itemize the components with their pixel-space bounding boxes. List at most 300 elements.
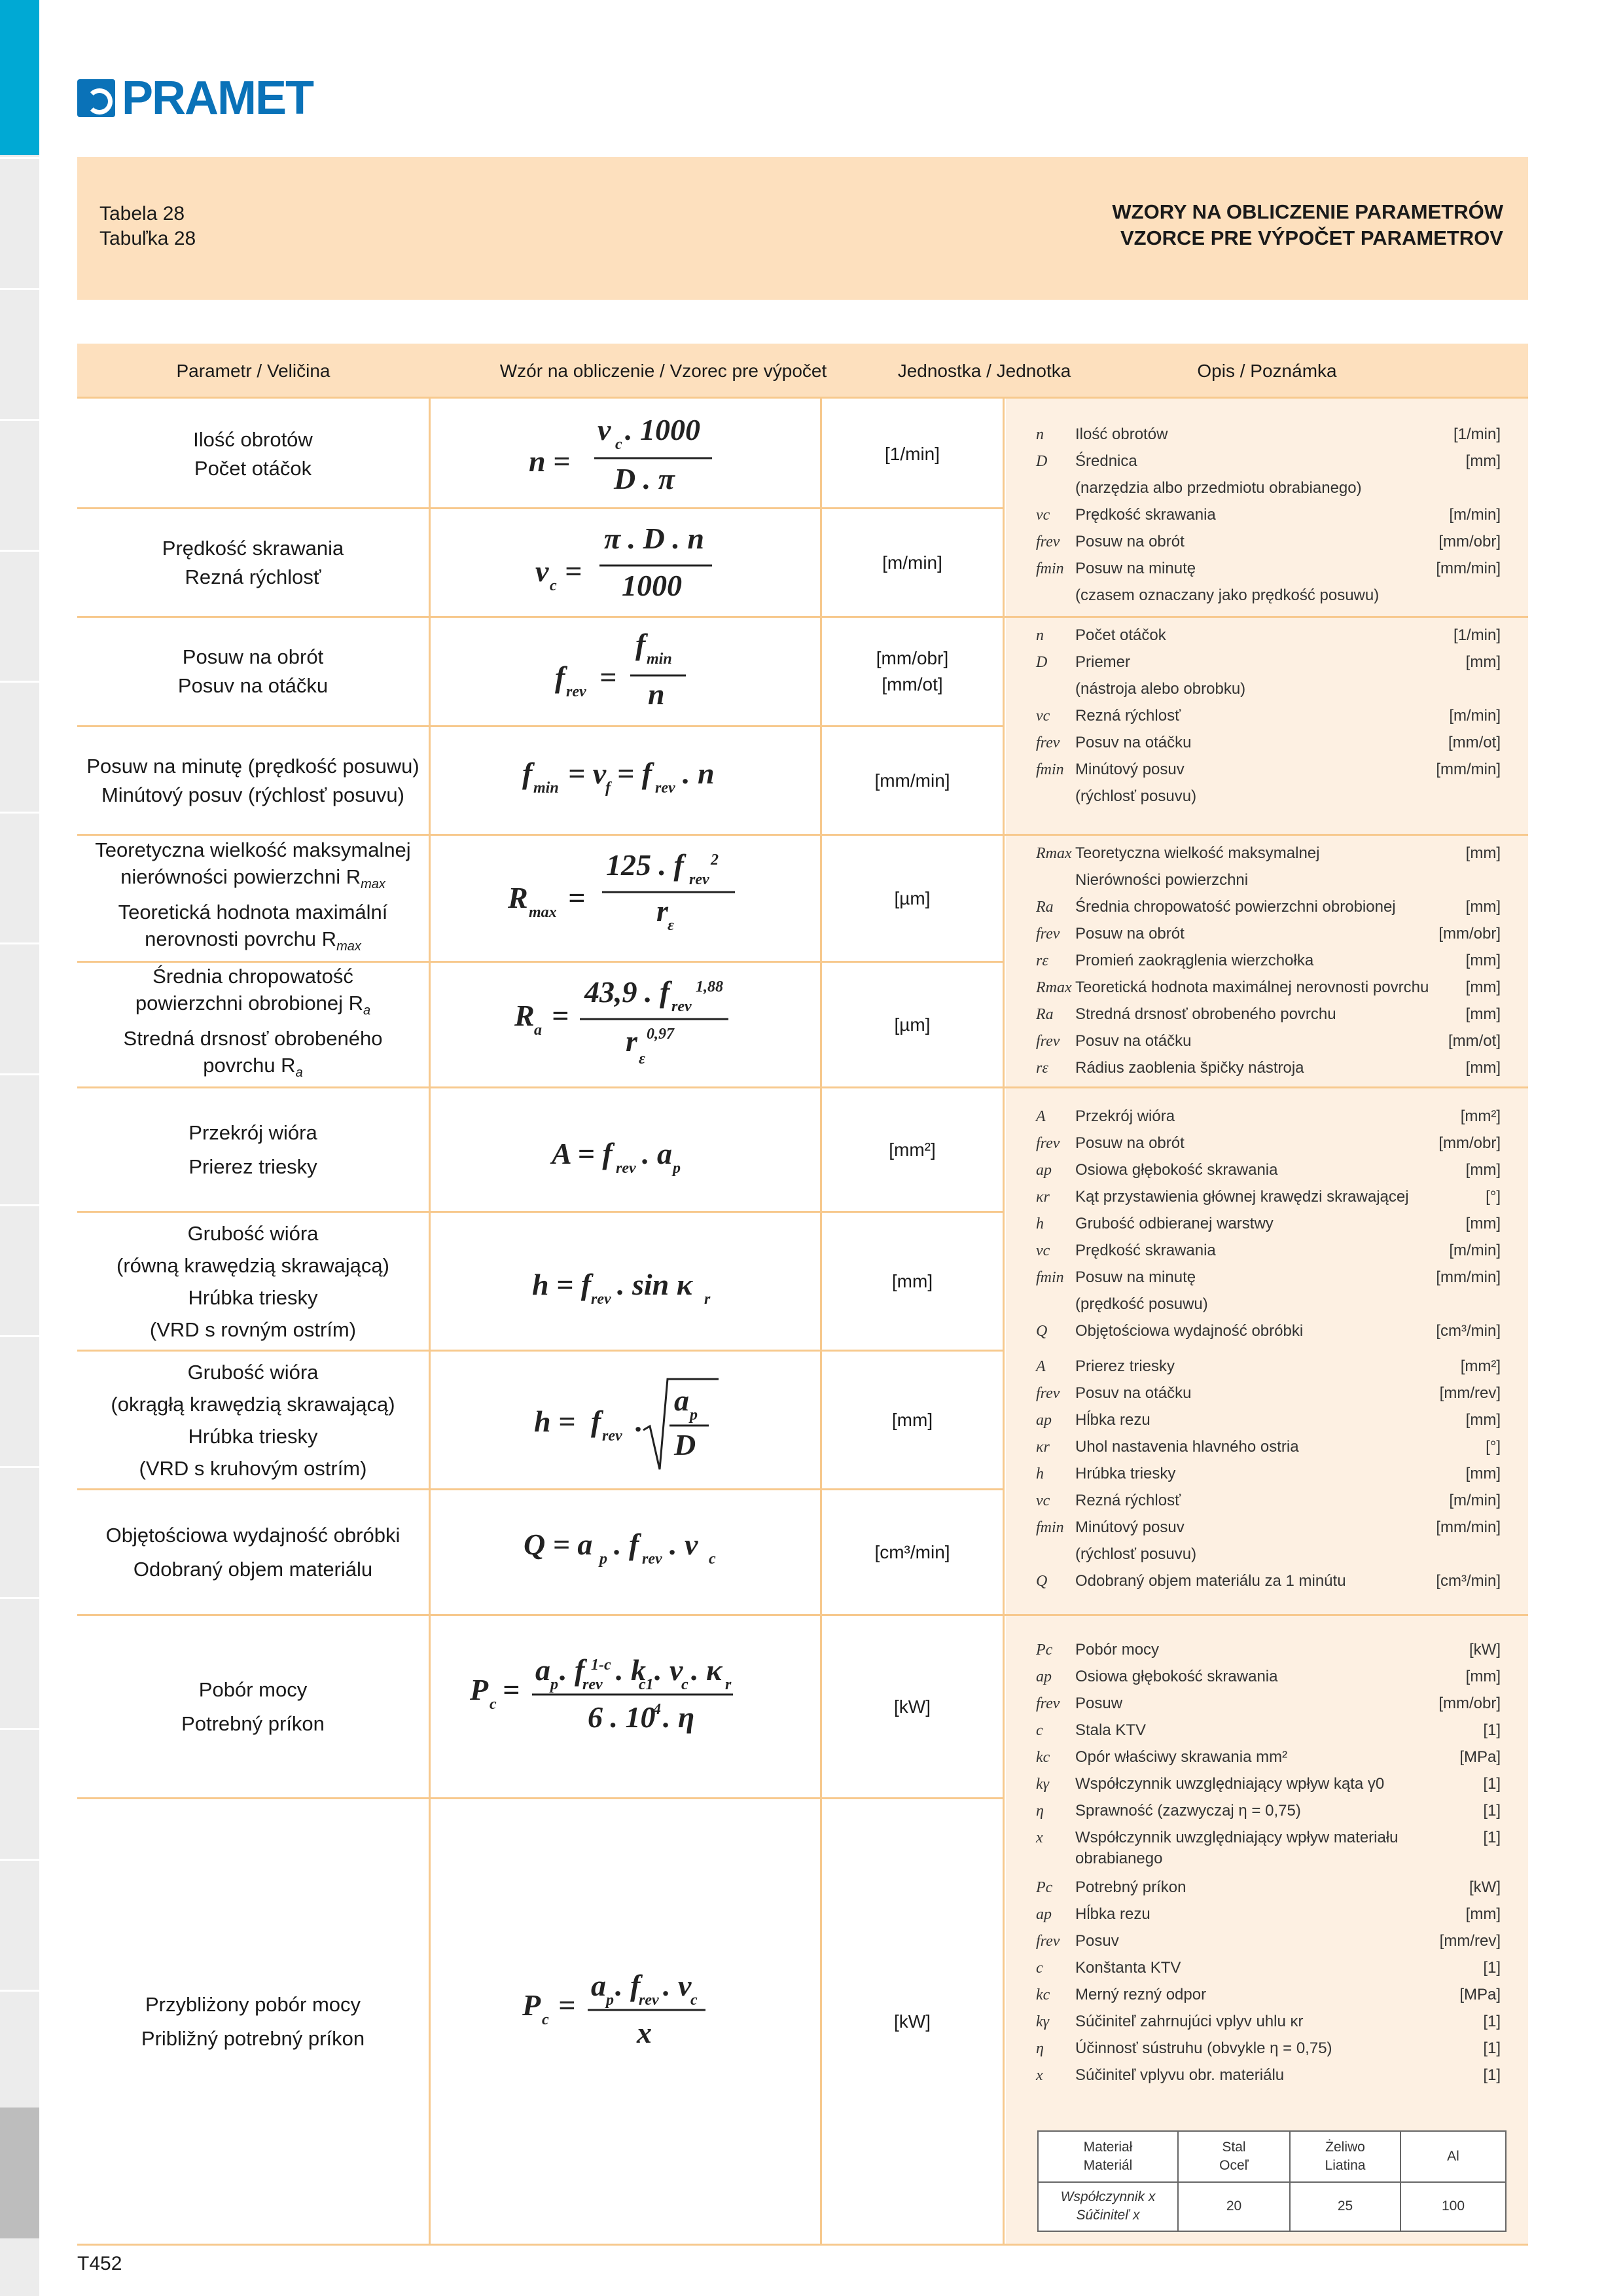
note-row xyxy=(1036,870,1501,891)
formula-text: p xyxy=(690,1407,698,1424)
formula-text: 1,88 xyxy=(696,978,723,996)
side-tab xyxy=(0,288,39,419)
note-unit: [m/min] xyxy=(1449,1242,1501,1259)
formula-text: v xyxy=(535,554,549,588)
divider xyxy=(1003,399,1005,2246)
title-sk: VZORCE PRE VÝPOČET PARAMETROV xyxy=(1120,226,1503,249)
mat-text: Súčiniteľ x xyxy=(1076,2208,1140,2223)
note-sym: A xyxy=(1036,1358,1046,1375)
table-number xyxy=(99,202,196,251)
formula-text: c1 xyxy=(639,1676,654,1693)
param-line: Średnia chropowatość xyxy=(152,965,353,988)
note-sym: kγ xyxy=(1036,1776,1050,1793)
table-bottom xyxy=(77,2244,1528,2246)
note-unit: [mm] xyxy=(1465,1059,1501,1077)
param-text: povrchu R xyxy=(203,1053,296,1077)
note-sym: vc xyxy=(1036,708,1050,725)
formula-text: h = f xyxy=(532,1268,592,1301)
formula-text: a xyxy=(535,1653,550,1687)
logo-text: PRAMET xyxy=(122,72,313,124)
unit-cell: [1/min] xyxy=(884,443,940,464)
mat-text: Współczynnik x xyxy=(1060,2189,1156,2204)
mat-text: Oceľ xyxy=(1219,2158,1249,2173)
note-unit: [1/min] xyxy=(1453,626,1501,644)
note-desc: Osiowa głębokość skrawania xyxy=(1075,1668,1278,1685)
formula-text: = xyxy=(552,999,569,1032)
note-row xyxy=(1036,897,1501,918)
note-desc: Teoretická hodnota maximálnej nerovnosti povrchu xyxy=(1075,978,1429,996)
note-sym: Rmax xyxy=(1036,845,1072,862)
param-sk: Počet otáčok xyxy=(194,456,312,480)
formula-text: c xyxy=(550,577,557,594)
note-sym: c xyxy=(1036,1722,1043,1739)
note-row xyxy=(1036,2011,1501,2032)
note-row xyxy=(1036,1490,1501,1511)
note-row xyxy=(1036,1666,1501,1687)
formula-text: x xyxy=(637,2016,652,2049)
param-name xyxy=(77,1213,429,1350)
side-tab xyxy=(0,1073,39,1204)
formula-text: c xyxy=(690,1992,698,2009)
param-line xyxy=(145,925,361,960)
unit-cell: [kW] xyxy=(894,1696,931,1717)
note-desc: Počet otáčok xyxy=(1075,626,1166,644)
formula-text: . f xyxy=(614,1528,639,1561)
formula-text: . f xyxy=(615,1969,641,2002)
formula-text: P xyxy=(470,1673,489,1706)
note-sym: rε xyxy=(1036,952,1048,969)
note-row xyxy=(1036,1958,1501,1979)
note-desc: Opór właściwy skrawania mm² xyxy=(1075,1748,1288,1766)
formula-text: rev xyxy=(566,683,586,700)
note-sym: frev xyxy=(1036,533,1060,550)
formula-text: 1-c xyxy=(591,1657,611,1674)
formula-text: . sin κ xyxy=(617,1268,693,1301)
note-sym: n xyxy=(1036,426,1044,443)
formula-text: n = xyxy=(529,444,571,478)
param-sk: Posuv na otáčku xyxy=(177,674,329,697)
note-unit: [cm³/min] xyxy=(1436,1572,1501,1590)
note-desc: Rádius zaoblenia špičky nástroja xyxy=(1075,1059,1304,1077)
mat-value: 25 xyxy=(1337,2198,1353,2214)
formula-text: c xyxy=(709,1551,716,1568)
param-name xyxy=(77,1616,429,1797)
note-unit: [MPa] xyxy=(1459,1748,1501,1766)
col-header-formula: Wzór na obliczenie / Vzorec pre výpočet xyxy=(499,361,827,381)
note-row xyxy=(1036,1904,1501,1925)
note-row xyxy=(1036,843,1501,864)
note-desc: Posuw na obrót xyxy=(1075,1134,1185,1152)
note-desc: Nierówności powierzchni xyxy=(1075,871,1249,889)
note-row xyxy=(1036,1720,1501,1741)
param-sk: Minútový posuv (rýchlosť posuvu) xyxy=(101,783,405,806)
note-sym: n xyxy=(1036,627,1044,644)
formula-text: c xyxy=(490,1696,497,1713)
formula-text: max xyxy=(529,904,557,921)
formula-text: = v xyxy=(568,757,607,790)
formula-rmax xyxy=(431,836,820,961)
note-desc: Súčiniteľ zahrnujúci vplyv uhlu κr xyxy=(1075,2013,1304,2030)
note-row xyxy=(1036,1383,1501,1404)
note-sym: c xyxy=(1036,1960,1043,1977)
note-unit: [°] xyxy=(1486,1438,1501,1456)
formula-text: h = xyxy=(534,1405,576,1438)
param-pl: Posuw na minutę (prędkość posuwu) xyxy=(86,754,419,778)
param-sk: Potrebný príkon xyxy=(181,1712,325,1735)
param-line: Teoretická hodnota maximální xyxy=(118,900,388,924)
note-unit: [mm] xyxy=(1465,1215,1501,1232)
formula-text: 0,97 xyxy=(647,1026,674,1043)
pramet-logo-icon xyxy=(77,79,115,117)
side-tab xyxy=(0,1204,39,1335)
note-desc: Współczynnik uwzględniający wpływ materiału obrabianego xyxy=(1075,1829,1399,1867)
side-tab xyxy=(0,1990,39,2121)
side-tab xyxy=(0,1335,39,1466)
note-row xyxy=(1036,1931,1501,1952)
formula-text: ε xyxy=(639,1050,645,1067)
note-unit: [mm/min] xyxy=(1436,761,1501,778)
param-name xyxy=(77,1088,429,1211)
note-unit: [mm/obr] xyxy=(1438,533,1501,550)
note-sym: κr xyxy=(1036,1439,1050,1456)
note-desc: Konštanta KTV xyxy=(1075,1959,1181,1977)
note-sym: h xyxy=(1036,1215,1044,1232)
note-row xyxy=(1036,1571,1501,1592)
param-pl: Pobór mocy xyxy=(198,1677,308,1701)
note-desc: (prędkość posuwu) xyxy=(1075,1295,1208,1313)
note-sym xyxy=(1036,1544,1075,1565)
note-unit: [mm/rev] xyxy=(1439,1384,1501,1402)
note-row xyxy=(1036,1463,1501,1484)
note-row xyxy=(1036,950,1501,971)
param-line: Grubość wióra xyxy=(187,1221,319,1245)
note-row xyxy=(1036,424,1501,445)
note-unit: [1/min] xyxy=(1453,425,1501,443)
param-pl: Posuw na obrót xyxy=(182,645,324,668)
note-row xyxy=(1036,1267,1501,1288)
note-row xyxy=(1036,2038,1501,2059)
param-pl: Objętościowa wydajność obróbki xyxy=(105,1523,401,1547)
col-header-param: Parametr / Veličina xyxy=(176,361,330,381)
param-pl: Ilość obrotów xyxy=(193,427,313,451)
note-unit: [mm/ot] xyxy=(1448,734,1501,751)
note-unit: [mm] xyxy=(1465,1411,1501,1429)
formula-text: . η xyxy=(663,1700,695,1734)
note-sym: frev xyxy=(1036,1385,1060,1402)
note-desc: Posuw na minutę xyxy=(1075,1268,1196,1286)
param-pl: Przekrój wióra xyxy=(188,1121,317,1144)
side-tab xyxy=(0,942,39,1073)
side-tab-active xyxy=(0,2108,39,2238)
param-sub: max xyxy=(361,877,385,892)
note-unit: [°] xyxy=(1486,1188,1501,1206)
formula-text: rev xyxy=(582,1676,603,1693)
formula-approx-power xyxy=(431,1799,820,2244)
note-unit: [1] xyxy=(1483,2013,1501,2030)
formula-feed-per-rev xyxy=(431,618,820,725)
note-desc: Súčiniteľ vplyvu obr. materiálu xyxy=(1075,2066,1285,2084)
note-desc: Sprawność (zazwyczaj η = 0,75) xyxy=(1075,1802,1301,1820)
param-pl: Prędkość skrawania xyxy=(162,536,344,560)
note-sym: kc xyxy=(1036,1986,1050,2003)
note-sym: x xyxy=(1036,2067,1043,2084)
mat-text: Materiál xyxy=(1083,2158,1133,2173)
note-row xyxy=(1036,625,1501,646)
note-row xyxy=(1036,1160,1501,1181)
param-text: nerovnosti povrchu R xyxy=(145,927,337,950)
formula-text: c xyxy=(542,2011,549,2028)
note-row xyxy=(1036,1827,1501,1869)
note-desc: Rezná rýchlosť xyxy=(1075,707,1181,725)
mat-al: Al xyxy=(1447,2149,1459,2164)
note-sym: vc xyxy=(1036,1242,1050,1259)
formula-chip-thickness-straight xyxy=(431,1213,820,1350)
formula-text: ε xyxy=(668,917,674,934)
note-sym: kγ xyxy=(1036,2013,1050,2030)
note-desc: Pobór mocy xyxy=(1075,1641,1160,1659)
note-unit: [mm] xyxy=(1465,452,1501,470)
note-unit: [kW] xyxy=(1469,1641,1501,1659)
note-desc: Promień zaokrąglenia wierzchołka xyxy=(1075,952,1314,969)
pramet-logo xyxy=(77,72,313,124)
side-tab xyxy=(0,157,39,288)
note-unit: [mm/obr] xyxy=(1438,1134,1501,1152)
note-desc: Posuw na minutę xyxy=(1075,560,1196,577)
note-sym: Pc xyxy=(1036,1879,1053,1896)
formula-text: v xyxy=(597,413,611,446)
mat-text: Liatina xyxy=(1325,2158,1366,2173)
formula-text: P xyxy=(522,1988,541,2022)
formula-text: rev xyxy=(689,871,709,888)
unit-cell: [µm] xyxy=(894,888,931,908)
param-name xyxy=(77,1490,429,1614)
note-desc: Hĺbka rezu xyxy=(1075,1411,1150,1429)
table-number-sk: Tabuľka 28 xyxy=(99,228,196,249)
formula-text: . v xyxy=(669,1528,698,1561)
note-unit: [mm/ot] xyxy=(1448,1032,1501,1050)
note-row xyxy=(1036,531,1501,552)
formula-text: r xyxy=(725,1676,732,1693)
note-row xyxy=(1036,1106,1501,1127)
note-unit: [mm²] xyxy=(1460,1107,1501,1125)
param-line xyxy=(135,990,370,1024)
note-sym: A xyxy=(1036,1108,1046,1125)
formula-text: min xyxy=(647,651,672,668)
note-unit: [m/min] xyxy=(1449,1492,1501,1509)
note-desc: Minútový posuv xyxy=(1075,761,1185,778)
formula-text: p xyxy=(550,1676,558,1693)
note-sym: Ra xyxy=(1036,1006,1054,1023)
formula-text: . κ xyxy=(691,1653,722,1687)
param-sub: a xyxy=(295,1065,303,1080)
formula-text: c xyxy=(681,1676,688,1693)
note-sym: kc xyxy=(1036,1749,1050,1766)
unit-text: [mm/obr] xyxy=(876,648,949,668)
note-row xyxy=(1036,786,1501,807)
param-line xyxy=(203,1052,302,1086)
formula-chip-area xyxy=(431,1088,820,1211)
param-line: Stredná drsnosť obrobeného xyxy=(123,1026,383,1050)
note-row xyxy=(1036,1877,1501,1898)
note-row xyxy=(1036,1031,1501,1052)
formula-cutting-speed xyxy=(431,509,820,616)
title-band xyxy=(77,157,1528,300)
formula-text: a xyxy=(534,1022,542,1039)
formula-text: 43,9 . f xyxy=(584,975,670,1009)
note-row xyxy=(1036,706,1501,726)
note-desc: Posuw na obrót xyxy=(1075,533,1185,550)
table-line xyxy=(1039,2181,1505,2183)
note-desc: Posuv na otáčku xyxy=(1075,1032,1192,1050)
note-sym xyxy=(1036,679,1075,700)
formula-text: rev xyxy=(671,998,692,1015)
note-desc: Merný rezný odpor xyxy=(1075,1986,1207,2003)
formula-text: r xyxy=(626,1024,637,1058)
note-unit: [mm] xyxy=(1465,898,1501,916)
note-sym: rε xyxy=(1036,1060,1048,1077)
note-row xyxy=(1036,505,1501,526)
param-name xyxy=(77,727,429,834)
note-unit: [mm/min] xyxy=(1436,1268,1501,1286)
formula-text: = xyxy=(599,660,617,694)
formula-text: 2 xyxy=(711,852,719,869)
col-header-notes: Opis / Poznámka xyxy=(1197,361,1337,381)
formula-text: rev xyxy=(602,1427,622,1444)
table-line xyxy=(1400,2132,1401,2231)
formula-text: n xyxy=(648,677,665,711)
note-unit: [1] xyxy=(1483,1775,1501,1793)
note-sym: frev xyxy=(1036,1695,1060,1712)
formula-feed-per-min xyxy=(431,727,820,834)
formula-text: = xyxy=(503,1673,520,1706)
note-sym: η xyxy=(1036,2040,1044,2057)
note-unit: [mm] xyxy=(1465,978,1501,996)
note-unit: [mm/obr] xyxy=(1438,1695,1501,1712)
note-desc: Kąt przystawienia głównej krawędzi skrawającej xyxy=(1075,1188,1409,1206)
unit-cell xyxy=(822,618,1003,725)
note-unit: [kW] xyxy=(1469,1878,1501,1896)
note-desc: Prędkość skrawania xyxy=(1075,1242,1216,1259)
note-desc: Średnia chropowatość powierzchni obrobionej xyxy=(1075,898,1396,916)
note-desc: Posuv xyxy=(1075,1932,1119,1950)
note-row xyxy=(1036,1984,1501,2005)
unit-cell: [mm/min] xyxy=(874,770,950,791)
note-desc: Średnica xyxy=(1075,452,1137,470)
note-desc: Stala KTV xyxy=(1075,1721,1147,1739)
note-sym: frev xyxy=(1036,1135,1060,1152)
note-sym: fmin xyxy=(1036,761,1064,778)
note-desc: Prędkość skrawania xyxy=(1075,506,1216,524)
param-line: Hrúbka triesky xyxy=(188,1285,318,1309)
formula-power xyxy=(431,1616,820,1797)
page-title xyxy=(1112,199,1503,251)
formula-text: rev xyxy=(642,1551,662,1568)
formula-text: p xyxy=(673,1160,681,1177)
param-name xyxy=(77,836,429,961)
note-sym: ap xyxy=(1036,1668,1052,1685)
note-row xyxy=(1036,652,1501,673)
formula-text: 125 . f xyxy=(606,848,684,882)
note-sym xyxy=(1036,786,1075,807)
formula-text: a xyxy=(591,1969,606,2002)
note-unit: [1] xyxy=(1483,2066,1501,2084)
mat-value: 20 xyxy=(1226,2198,1242,2214)
note-row xyxy=(1036,2065,1501,2086)
note-row xyxy=(1036,924,1501,944)
note-unit: [m/min] xyxy=(1449,506,1501,524)
note-desc: Účinnosť sústruhu (obvykle η = 0,75) xyxy=(1075,2039,1332,2057)
note-desc: Prierez triesky xyxy=(1075,1357,1175,1375)
formula-text: . f xyxy=(560,1653,585,1687)
accent-tab xyxy=(0,0,39,155)
formula-text: . a xyxy=(642,1137,672,1170)
formula-text: f xyxy=(555,660,565,694)
side-tab xyxy=(0,1466,39,1597)
note-sym xyxy=(1036,1294,1075,1315)
note-desc: Hĺbka rezu xyxy=(1075,1905,1150,1923)
note-desc: Hrúbka triesky xyxy=(1075,1465,1176,1482)
formula-text: f xyxy=(591,1405,601,1438)
formula-text: Q = a xyxy=(524,1528,593,1561)
formula-text: p xyxy=(606,1992,614,2009)
note-row xyxy=(1036,1356,1501,1377)
param-pl: Przybliżony pobór mocy xyxy=(145,1992,361,2016)
note-sym: frev xyxy=(1036,925,1060,942)
mat-header xyxy=(1039,2138,1177,2175)
formula-text: . n xyxy=(683,757,715,790)
note-desc: Stredná drsnosť obrobeného povrchu xyxy=(1075,1005,1336,1023)
note-sym: frev xyxy=(1036,734,1060,751)
unit-cell: [mm] xyxy=(891,1409,933,1430)
formula-text: p xyxy=(599,1551,607,1568)
note-sym: fmin xyxy=(1036,1519,1064,1536)
note-unit: [mm/min] xyxy=(1436,1518,1501,1536)
mat-value: 100 xyxy=(1441,2198,1465,2214)
note-unit: [cm³/min] xyxy=(1436,1322,1501,1340)
formula-text: r xyxy=(656,894,668,927)
param-sk: Rezná rýchlosť xyxy=(185,565,321,588)
title-pl: WZORY NA OBLICZENIE PARAMETRÓW xyxy=(1112,200,1503,223)
note-row xyxy=(1036,1801,1501,1821)
note-unit: [mm²] xyxy=(1460,1357,1501,1375)
note-row xyxy=(1036,1544,1501,1565)
formula-text: . 1000 xyxy=(625,413,700,446)
formula-text: R xyxy=(514,999,535,1032)
note-desc: (czasem oznaczany jako prędkość posuwu) xyxy=(1075,586,1380,604)
note-row xyxy=(1036,1187,1501,1208)
formula-text: 6 . 10 xyxy=(588,1700,656,1734)
note-sym xyxy=(1036,478,1075,499)
note-sym: ap xyxy=(1036,1162,1052,1179)
formula-rpm xyxy=(431,401,820,507)
material-table xyxy=(1037,2130,1507,2232)
formula-text: = xyxy=(558,1988,576,2022)
formula-text: = f xyxy=(617,757,652,790)
mat-text: Materiał xyxy=(1083,2140,1133,2155)
unit-cell: [kW] xyxy=(894,2011,931,2032)
formula-text: = xyxy=(568,881,586,914)
note-sym: x xyxy=(1036,1829,1043,1846)
note-desc: Priemer xyxy=(1075,653,1131,671)
note-row xyxy=(1036,1004,1501,1025)
note-row xyxy=(1036,1640,1501,1660)
formula-text: f xyxy=(522,757,533,790)
formula-text: = xyxy=(565,554,582,588)
param-name xyxy=(77,1352,429,1488)
note-sym: frev xyxy=(1036,1033,1060,1050)
note-sym: vc xyxy=(1036,507,1050,524)
formula-text: r xyxy=(704,1291,711,1308)
